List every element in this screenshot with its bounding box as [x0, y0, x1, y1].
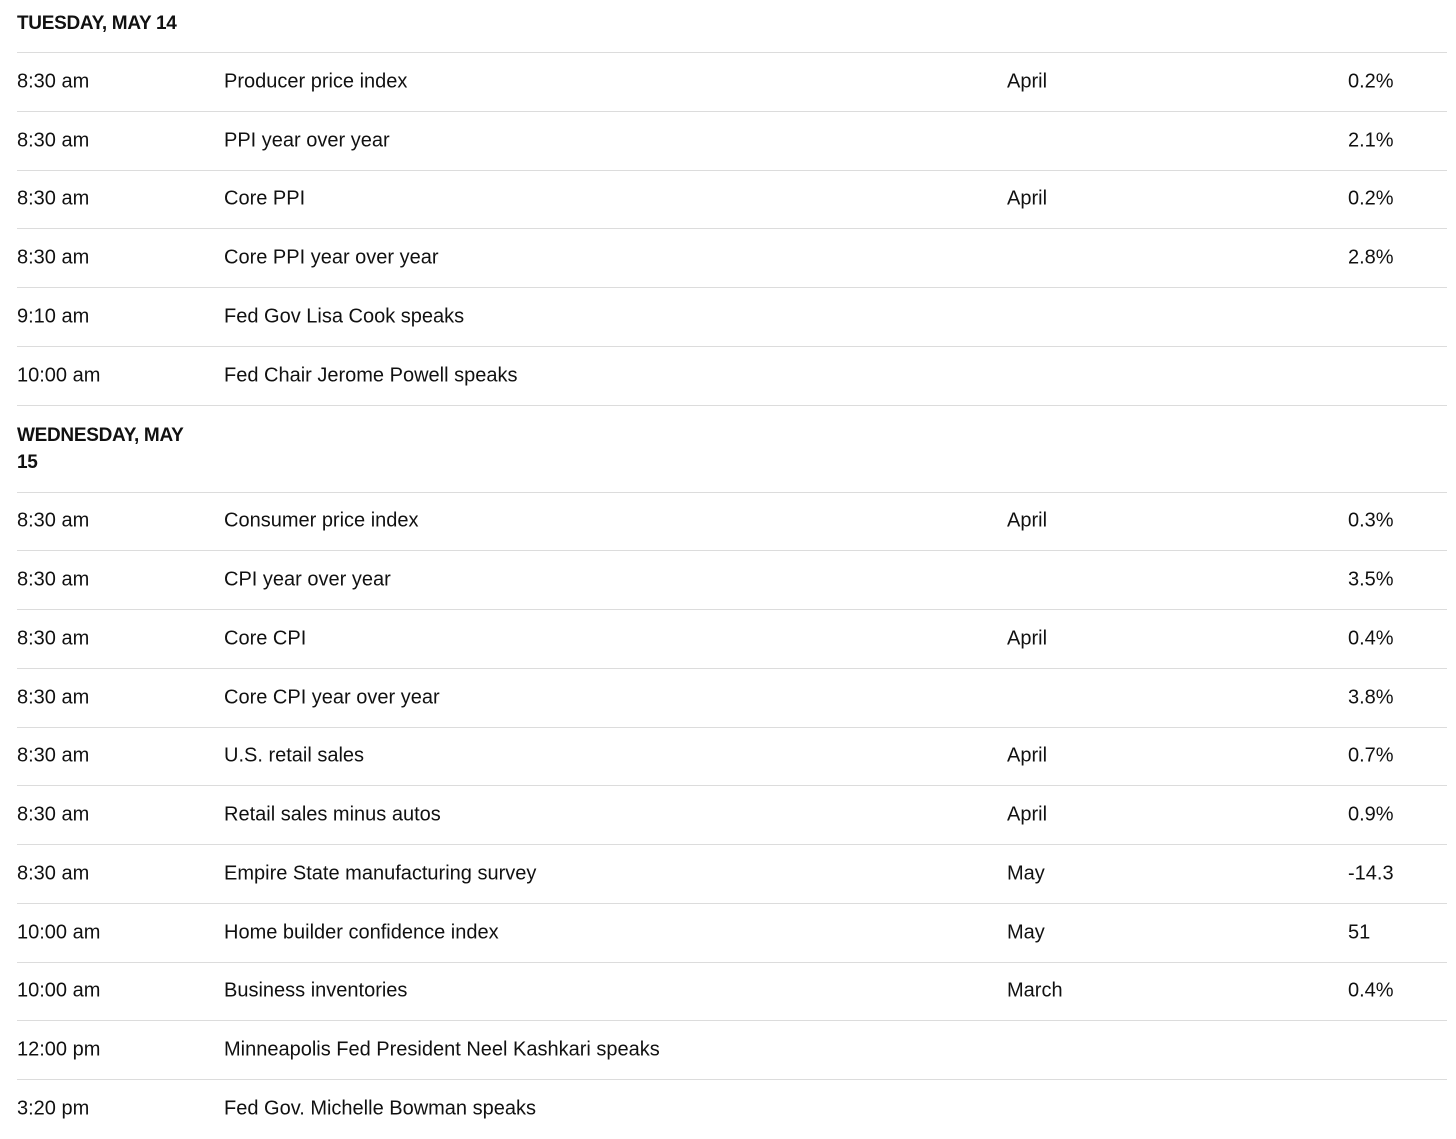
event-period: April [1007, 627, 1048, 650]
event-time: 8:30 am [17, 803, 90, 826]
event-name: Minneapolis Fed President Neel Kashkari speaks [224, 1038, 660, 1061]
event-time: 8:30 am [17, 627, 90, 650]
event-value: 2.1% [1348, 129, 1394, 152]
table-row [17, 493, 1447, 552]
event-period: April [1007, 744, 1048, 767]
event-period: March [1007, 979, 1063, 1002]
table-row [17, 347, 1447, 406]
event-time: 10:00 am [17, 979, 101, 1002]
event-name: Consumer price index [224, 509, 419, 532]
table-row [17, 171, 1447, 230]
event-value: -14.3 [1348, 862, 1394, 885]
event-name: Fed Chair Jerome Powell speaks [224, 364, 518, 387]
event-time: 9:10 am [17, 305, 90, 328]
table-row [17, 963, 1447, 1022]
table-row [17, 669, 1447, 728]
event-time: 8:30 am [17, 129, 90, 152]
table-row [17, 1021, 1447, 1080]
event-period: May [1007, 862, 1045, 885]
event-name: Producer price index [224, 70, 408, 93]
event-name: PPI year over year [224, 129, 390, 152]
event-time: 3:20 pm [17, 1097, 90, 1120]
day-header [17, 406, 1447, 493]
event-name: Retail sales minus autos [224, 803, 441, 826]
event-value: 0.9% [1348, 803, 1394, 826]
event-time: 10:00 am [17, 364, 101, 387]
event-time: 8:30 am [17, 862, 90, 885]
table-row [17, 229, 1447, 288]
event-value: 0.4% [1348, 979, 1394, 1002]
event-value: 2.8% [1348, 246, 1394, 269]
event-time: 10:00 am [17, 921, 101, 944]
event-value: 0.2% [1348, 187, 1394, 210]
day-header-label: WEDNESDAY, MAY 15 [17, 424, 184, 473]
event-time: 8:30 am [17, 686, 90, 709]
table-row [17, 728, 1447, 787]
event-name: Fed Gov. Michelle Bowman speaks [224, 1097, 536, 1120]
table-row [17, 845, 1447, 904]
event-period: April [1007, 509, 1048, 532]
event-time: 8:30 am [17, 568, 90, 591]
economic-calendar [17, 0, 1447, 1139]
event-name: Home builder confidence index [224, 921, 499, 944]
event-name: Empire State manufacturing survey [224, 862, 537, 885]
table-row [17, 786, 1447, 845]
event-name: CPI year over year [224, 568, 391, 591]
day-header-label: TUESDAY, MAY 14 [17, 13, 177, 34]
event-value: 0.3% [1348, 509, 1394, 532]
event-value: 0.4% [1348, 627, 1394, 650]
event-value: 51 [1348, 921, 1371, 944]
table-row [17, 610, 1447, 669]
event-value: 3.5% [1348, 568, 1394, 591]
event-time: 8:30 am [17, 744, 90, 767]
event-name: Core PPI year over year [224, 246, 439, 269]
event-period: April [1007, 803, 1048, 826]
table-row [17, 551, 1447, 610]
event-name: Core CPI year over year [224, 686, 440, 709]
day-header [17, 0, 1447, 53]
event-value: 3.8% [1348, 686, 1394, 709]
event-time: 8:30 am [17, 509, 90, 532]
event-name: Business inventories [224, 979, 408, 1002]
table-row [17, 288, 1447, 347]
event-value: 0.2% [1348, 70, 1394, 93]
event-name: U.S. retail sales [224, 744, 365, 767]
event-value: 0.7% [1348, 744, 1394, 767]
event-name: Fed Gov Lisa Cook speaks [224, 305, 465, 328]
event-time: 12:00 pm [17, 1038, 101, 1061]
event-time: 8:30 am [17, 246, 90, 269]
event-time: 8:30 am [17, 70, 90, 93]
table-row [17, 53, 1447, 112]
event-period: May [1007, 921, 1045, 944]
table-row [17, 904, 1447, 963]
event-time: 8:30 am [17, 187, 90, 210]
event-period: April [1007, 70, 1048, 93]
event-name: Core CPI [224, 627, 307, 650]
event-period: April [1007, 187, 1048, 210]
event-name: Core PPI [224, 187, 306, 210]
table-row [17, 112, 1447, 171]
table-row [17, 1080, 1447, 1139]
